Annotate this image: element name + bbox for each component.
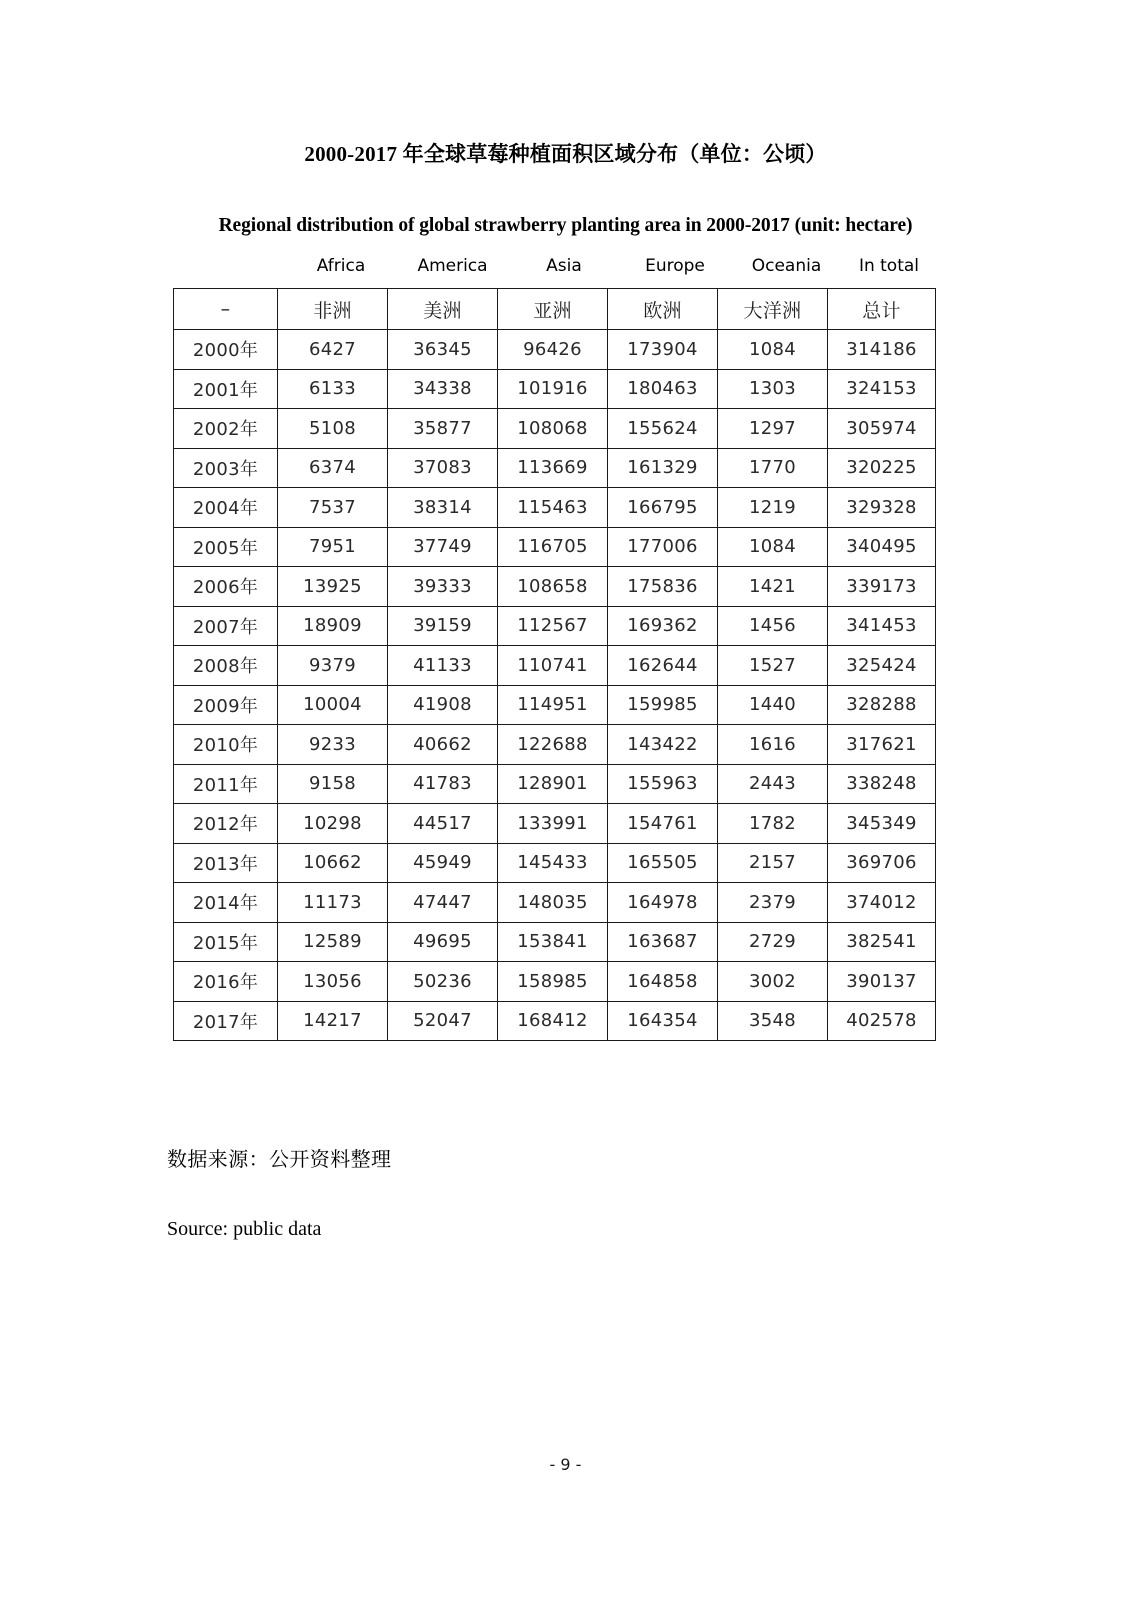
table-cell: 9233 [278,725,388,765]
table-cell: 49695 [388,922,498,962]
table-cell: 5108 [278,409,388,449]
english-caption-europe: Europe [645,256,705,276]
table-cell: 10662 [278,843,388,883]
table-cell: 39159 [388,606,498,646]
table-cell: 110741 [498,646,608,686]
table-cell: 7537 [278,488,388,528]
table-cell: 345349 [828,804,936,844]
row-label-year: 2014年 [174,883,278,923]
table-cell: 36345 [388,330,498,370]
table-row [174,606,936,646]
table-cell: 1297 [718,409,828,449]
table-cell: 1303 [718,369,828,409]
table-cell: 96426 [498,330,608,370]
table-cell: 122688 [498,725,608,765]
table-cell: 9379 [278,646,388,686]
table-cell: 10298 [278,804,388,844]
table-header-row [174,289,936,330]
header-cell-oceania: 大洋洲 [718,289,828,330]
table-cell: 161329 [608,448,718,488]
table-cell: 340495 [828,527,936,567]
table-cell: 12589 [278,922,388,962]
table-cell: 1084 [718,527,828,567]
table-cell: 1770 [718,448,828,488]
table-cell: 9158 [278,764,388,804]
data-table-wrapper [173,288,935,1041]
table-cell: 50236 [388,962,498,1002]
header-cell-africa: 非洲 [278,289,388,330]
table-cell: 177006 [608,527,718,567]
table-row [174,409,936,449]
row-label-year: 2016年 [174,962,278,1002]
table-cell: 133991 [498,804,608,844]
table-cell: 180463 [608,369,718,409]
table-cell: 3002 [718,962,828,1002]
table-cell: 159985 [608,685,718,725]
table-row [174,369,936,409]
row-label-year: 2006年 [174,567,278,607]
table-cell: 2379 [718,883,828,923]
page-title-english: Regional distribution of global strawberry planting area in 2000-2017 (unit: hectare) [218,215,913,236]
table-cell: 166795 [608,488,718,528]
row-label-year: 2013年 [174,843,278,883]
table-row [174,646,936,686]
table-cell: 108658 [498,567,608,607]
table-cell: 45949 [388,843,498,883]
table-cell: 13056 [278,962,388,1002]
table-row [174,685,936,725]
table-cell: 1527 [718,646,828,686]
table-cell: 164978 [608,883,718,923]
table-row [174,922,936,962]
table-cell: 317621 [828,725,936,765]
english-caption-total: In total [858,256,920,276]
table-cell: 7951 [278,527,388,567]
table-cell: 168412 [498,1001,608,1041]
table-cell: 2157 [718,843,828,883]
row-label-year: 2010年 [174,725,278,765]
table-cell: 339173 [828,567,936,607]
table-cell: 148035 [498,883,608,923]
english-caption-asia: Asia [546,256,582,276]
table-cell: 108068 [498,409,608,449]
table-cell: 164354 [608,1001,718,1041]
table-cell: 1219 [718,488,828,528]
table-cell: 341453 [828,606,936,646]
table-cell: 329328 [828,488,936,528]
table-header [174,289,936,330]
table-row [174,330,936,370]
header-cell-europe: 欧洲 [608,289,718,330]
table-cell: 369706 [828,843,936,883]
table-row [174,448,936,488]
table-row [174,488,936,528]
table-cell: 37083 [388,448,498,488]
table-cell: 101916 [498,369,608,409]
table-cell: 1456 [718,606,828,646]
table-cell: 173904 [608,330,718,370]
table-cell: 2729 [718,922,828,962]
table-cell: 305974 [828,409,936,449]
table-cell: 1084 [718,330,828,370]
row-label-year: 2011年 [174,764,278,804]
table-row [174,843,936,883]
table-cell: 35877 [388,409,498,449]
row-label-year: 2015年 [174,922,278,962]
english-caption-africa: Africa [316,256,366,276]
table-cell: 115463 [498,488,608,528]
table-cell: 155624 [608,409,718,449]
table-cell: 145433 [498,843,608,883]
row-label-year: 2012年 [174,804,278,844]
table-cell: 165505 [608,843,718,883]
table-body [174,330,936,1041]
table-cell: 155963 [608,764,718,804]
table-cell: 114951 [498,685,608,725]
table-cell: 402578 [828,1001,936,1041]
table-row [174,527,936,567]
header-cell-index: – [174,289,278,330]
table-cell: 320225 [828,448,936,488]
row-label-year: 2017年 [174,1001,278,1041]
table-row [174,1001,936,1041]
table-cell: 162644 [608,646,718,686]
table-cell: 41133 [388,646,498,686]
page-number-footer: - 9 - [549,1455,582,1474]
row-label-year: 2003年 [174,448,278,488]
table-cell: 34338 [388,369,498,409]
table-cell: 10004 [278,685,388,725]
english-caption-america: America [417,256,488,276]
table-cell: 52047 [388,1001,498,1041]
table-cell: 324153 [828,369,936,409]
table-cell: 13925 [278,567,388,607]
table-row [174,567,936,607]
table-cell: 163687 [608,922,718,962]
table-cell: 6374 [278,448,388,488]
source-note-chinese: 数据来源：公开资料整理 [167,1149,392,1171]
table-cell: 1782 [718,804,828,844]
table-cell: 164858 [608,962,718,1002]
table-cell: 154761 [608,804,718,844]
strawberry-area-table [173,288,936,1041]
table-cell: 143422 [608,725,718,765]
table-cell: 169362 [608,606,718,646]
table-cell: 113669 [498,448,608,488]
row-label-year: 2004年 [174,488,278,528]
row-label-year: 2005年 [174,527,278,567]
table-cell: 41908 [388,685,498,725]
table-cell: 112567 [498,606,608,646]
table-cell: 18909 [278,606,388,646]
table-cell: 1440 [718,685,828,725]
table-cell: 116705 [498,527,608,567]
table-cell: 47447 [388,883,498,923]
row-label-year: 2000年 [174,330,278,370]
source-note-english: Source: public data [167,1218,322,1240]
table-cell: 40662 [388,725,498,765]
header-cell-asia: 亚洲 [498,289,608,330]
english-column-captions [173,256,935,276]
table-cell: 37749 [388,527,498,567]
table-cell: 325424 [828,646,936,686]
header-cell-america: 美洲 [388,289,498,330]
table-cell: 11173 [278,883,388,923]
table-cell: 39333 [388,567,498,607]
table-row [174,883,936,923]
header-cell-total: 总计 [828,289,936,330]
table-cell: 1421 [718,567,828,607]
table-cell: 390137 [828,962,936,1002]
table-cell: 38314 [388,488,498,528]
table-cell: 3548 [718,1001,828,1041]
table-cell: 158985 [498,962,608,1002]
table-row [174,725,936,765]
table-cell: 382541 [828,922,936,962]
table-cell: 6133 [278,369,388,409]
english-caption-oceania: Oceania [751,256,822,276]
row-label-year: 2009年 [174,685,278,725]
table-cell: 338248 [828,764,936,804]
table-cell: 14217 [278,1001,388,1041]
table-cell: 44517 [388,804,498,844]
table-row [174,764,936,804]
table-cell: 153841 [498,922,608,962]
english-caption-index [173,256,285,276]
table-cell: 374012 [828,883,936,923]
row-label-year: 2008年 [174,646,278,686]
table-cell: 314186 [828,330,936,370]
table-cell: 128901 [498,764,608,804]
table-cell: 41783 [388,764,498,804]
row-label-year: 2001年 [174,369,278,409]
row-label-year: 2002年 [174,409,278,449]
table-cell: 6427 [278,330,388,370]
page-title-chinese: 2000-2017 年全球草莓种植面积区域分布（单位：公顷） [304,142,827,166]
table-cell: 175836 [608,567,718,607]
table-cell: 2443 [718,764,828,804]
table-cell: 328288 [828,685,936,725]
row-label-year: 2007年 [174,606,278,646]
table-cell: 1616 [718,725,828,765]
table-row [174,804,936,844]
table-row [174,962,936,1002]
